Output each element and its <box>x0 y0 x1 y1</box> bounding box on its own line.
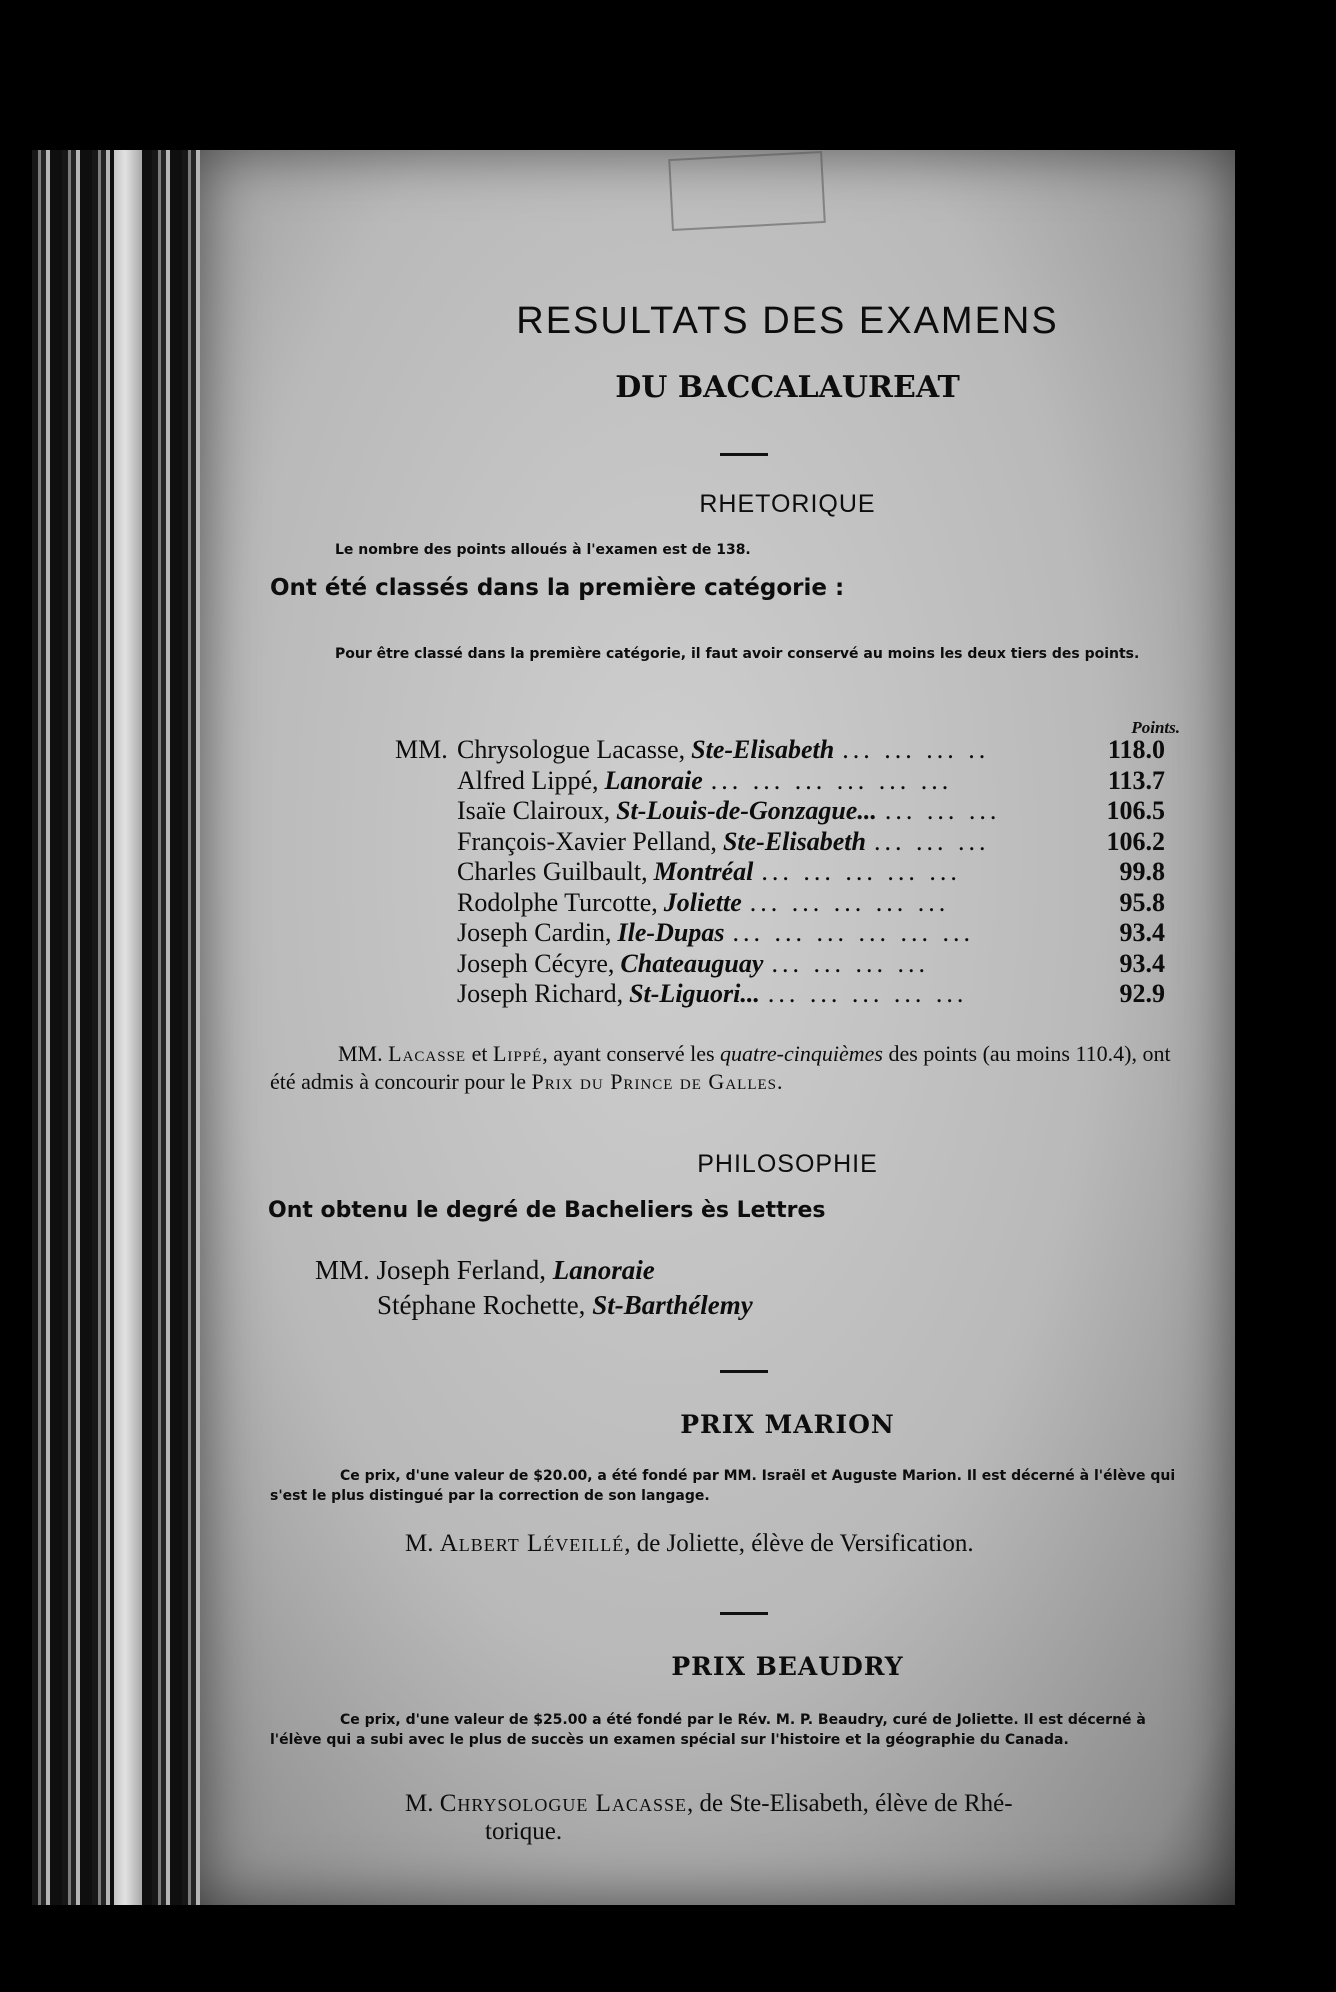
leader-dots: ... ... ... ... ... ... <box>732 918 974 947</box>
leader-dots: ... ... ... .. <box>842 735 990 764</box>
student-score: 93.4 <box>1119 918 1165 947</box>
student-place: St-Liguori... <box>629 979 760 1008</box>
result-row <box>395 888 1165 919</box>
result-row <box>395 857 1165 888</box>
student-name: Joseph Cardin, <box>457 918 612 947</box>
student-score: 99.8 <box>1119 857 1165 886</box>
points-column-label: Points. <box>1131 718 1180 737</box>
student-place: Ile-Dupas <box>617 918 725 947</box>
book-binding-edge <box>32 150 202 1905</box>
prize-title-beaudry: PRIX BEAUDRY <box>671 1652 904 1681</box>
library-stamp <box>668 151 826 231</box>
student-score: 93.4 <box>1119 948 1165 978</box>
prince-paragraph: MM. Lacasse et Lippé, ayant conservé les quatre-cinquièmes des points (au moins 110.4), ont été admis à concourir pour le Prix du Prince de Galles. <box>270 1041 1171 1094</box>
student-score: 113.7 <box>1107 765 1165 795</box>
student-name: Isaïe Clairoux, <box>457 796 611 825</box>
student-score: 92.9 <box>1119 979 1165 1008</box>
student-place: Joliette <box>663 887 742 917</box>
bachelor-row: Stéphane Rochette, St-Barthélemy <box>377 1290 753 1320</box>
prize-title-marion: PRIX MARION <box>680 1410 895 1439</box>
student-score: 106.5 <box>1106 796 1165 825</box>
points-note: Le nombre des points alloués à l'examen est de 138. <box>335 542 751 558</box>
student-place: Montréal <box>653 857 754 886</box>
student-name: François-Xavier Pelland, <box>457 826 717 856</box>
prize-winner-marion: M. Albert Léveillé, de Joliette, élève de Versification. <box>405 1530 974 1557</box>
section-heading-philosophie: PHILOSOPHIE <box>697 1150 878 1178</box>
result-row <box>395 796 1165 827</box>
student-place: Lanoraie <box>604 765 703 795</box>
leader-dots: ... ... ... ... ... <box>767 979 968 1008</box>
student-place: Ste-Elisabeth <box>691 735 835 764</box>
prize-description-beaudry: Ce prix, d'une valeur de $25.00 a été fondé par le Rév. M. P. Beaudry, curé de Joliette. Il est décerné à l'élève qui a subi avec le plus de succès un examen spécial sur l'histoire et la géographie du Canada. <box>270 1712 1146 1748</box>
result-row <box>395 949 1165 980</box>
bachelor-list <box>315 1253 753 1323</box>
student-name: Joseph Richard, <box>457 979 624 1008</box>
bachelor-row: MM. Joseph Ferland, Lanoraie <box>315 1255 655 1285</box>
page-edge-strip <box>114 150 142 1905</box>
student-place: Chateauguay <box>620 948 764 978</box>
divider <box>720 453 768 456</box>
prize-winner-beaudry: M. Chrysologue Lacasse, de Ste-Elisabeth, élève de Rhé- torique. <box>405 1790 1013 1845</box>
document-page <box>200 150 1235 1905</box>
student-name: Chrysologue Lacasse, <box>457 735 686 764</box>
leader-dots: ... ... ... ... ... <box>749 887 950 917</box>
student-name: Alfred Lippé, <box>457 765 599 795</box>
result-row <box>395 827 1165 858</box>
result-row <box>395 979 1165 1010</box>
student-name: Charles Guilbault, <box>457 857 648 886</box>
student-name: Rodolphe Turcotte, <box>457 887 658 917</box>
divider <box>720 1612 768 1615</box>
title-prefix: MM. <box>315 1255 370 1285</box>
leader-dots: ... ... ... <box>873 826 990 856</box>
result-row <box>395 735 1165 766</box>
student-score: 118.0 <box>1107 735 1165 764</box>
results-list <box>395 735 1165 1010</box>
student-place: Ste-Elisabeth <box>722 826 866 856</box>
bachelor-heading: Ont obtenu le degré de Bacheliers ès Lettres <box>268 1198 826 1223</box>
section-heading-rhetorique: RHETORIQUE <box>699 490 876 518</box>
category-heading: Ont été classés dans la première catégorie : <box>270 575 845 601</box>
prize-description-marion: Ce prix, d'une valeur de $20.00, a été fondé par MM. Israël et Auguste Marion. Il est décerné à l'élève qui s'est le plus distingué par la correction de son langage. <box>270 1468 1176 1504</box>
student-score: 95.8 <box>1119 887 1165 917</box>
leader-dots: ... ... ... ... ... <box>761 857 961 886</box>
result-row <box>395 766 1165 797</box>
student-score: 106.2 <box>1106 826 1165 856</box>
page-subtitle: DU BACCALAUREAT <box>615 370 960 405</box>
leader-dots: ... ... ... <box>884 796 1001 825</box>
leader-dots: ... ... ... ... <box>771 948 929 978</box>
student-name: Joseph Cécyre, <box>457 948 615 978</box>
page-title: RESULTATS DES EXAMENS <box>516 300 1059 342</box>
leader-dots: ... ... ... ... ... ... <box>710 765 953 795</box>
result-row <box>395 918 1165 949</box>
student-place: St-Louis-de-Gonzague... <box>616 796 877 825</box>
divider <box>720 1370 768 1373</box>
title-prefix: MM. <box>395 735 448 764</box>
category-condition: Pour être classé dans la première catégorie, il faut avoir conservé au moins les deux tiers des points. <box>335 646 1140 662</box>
